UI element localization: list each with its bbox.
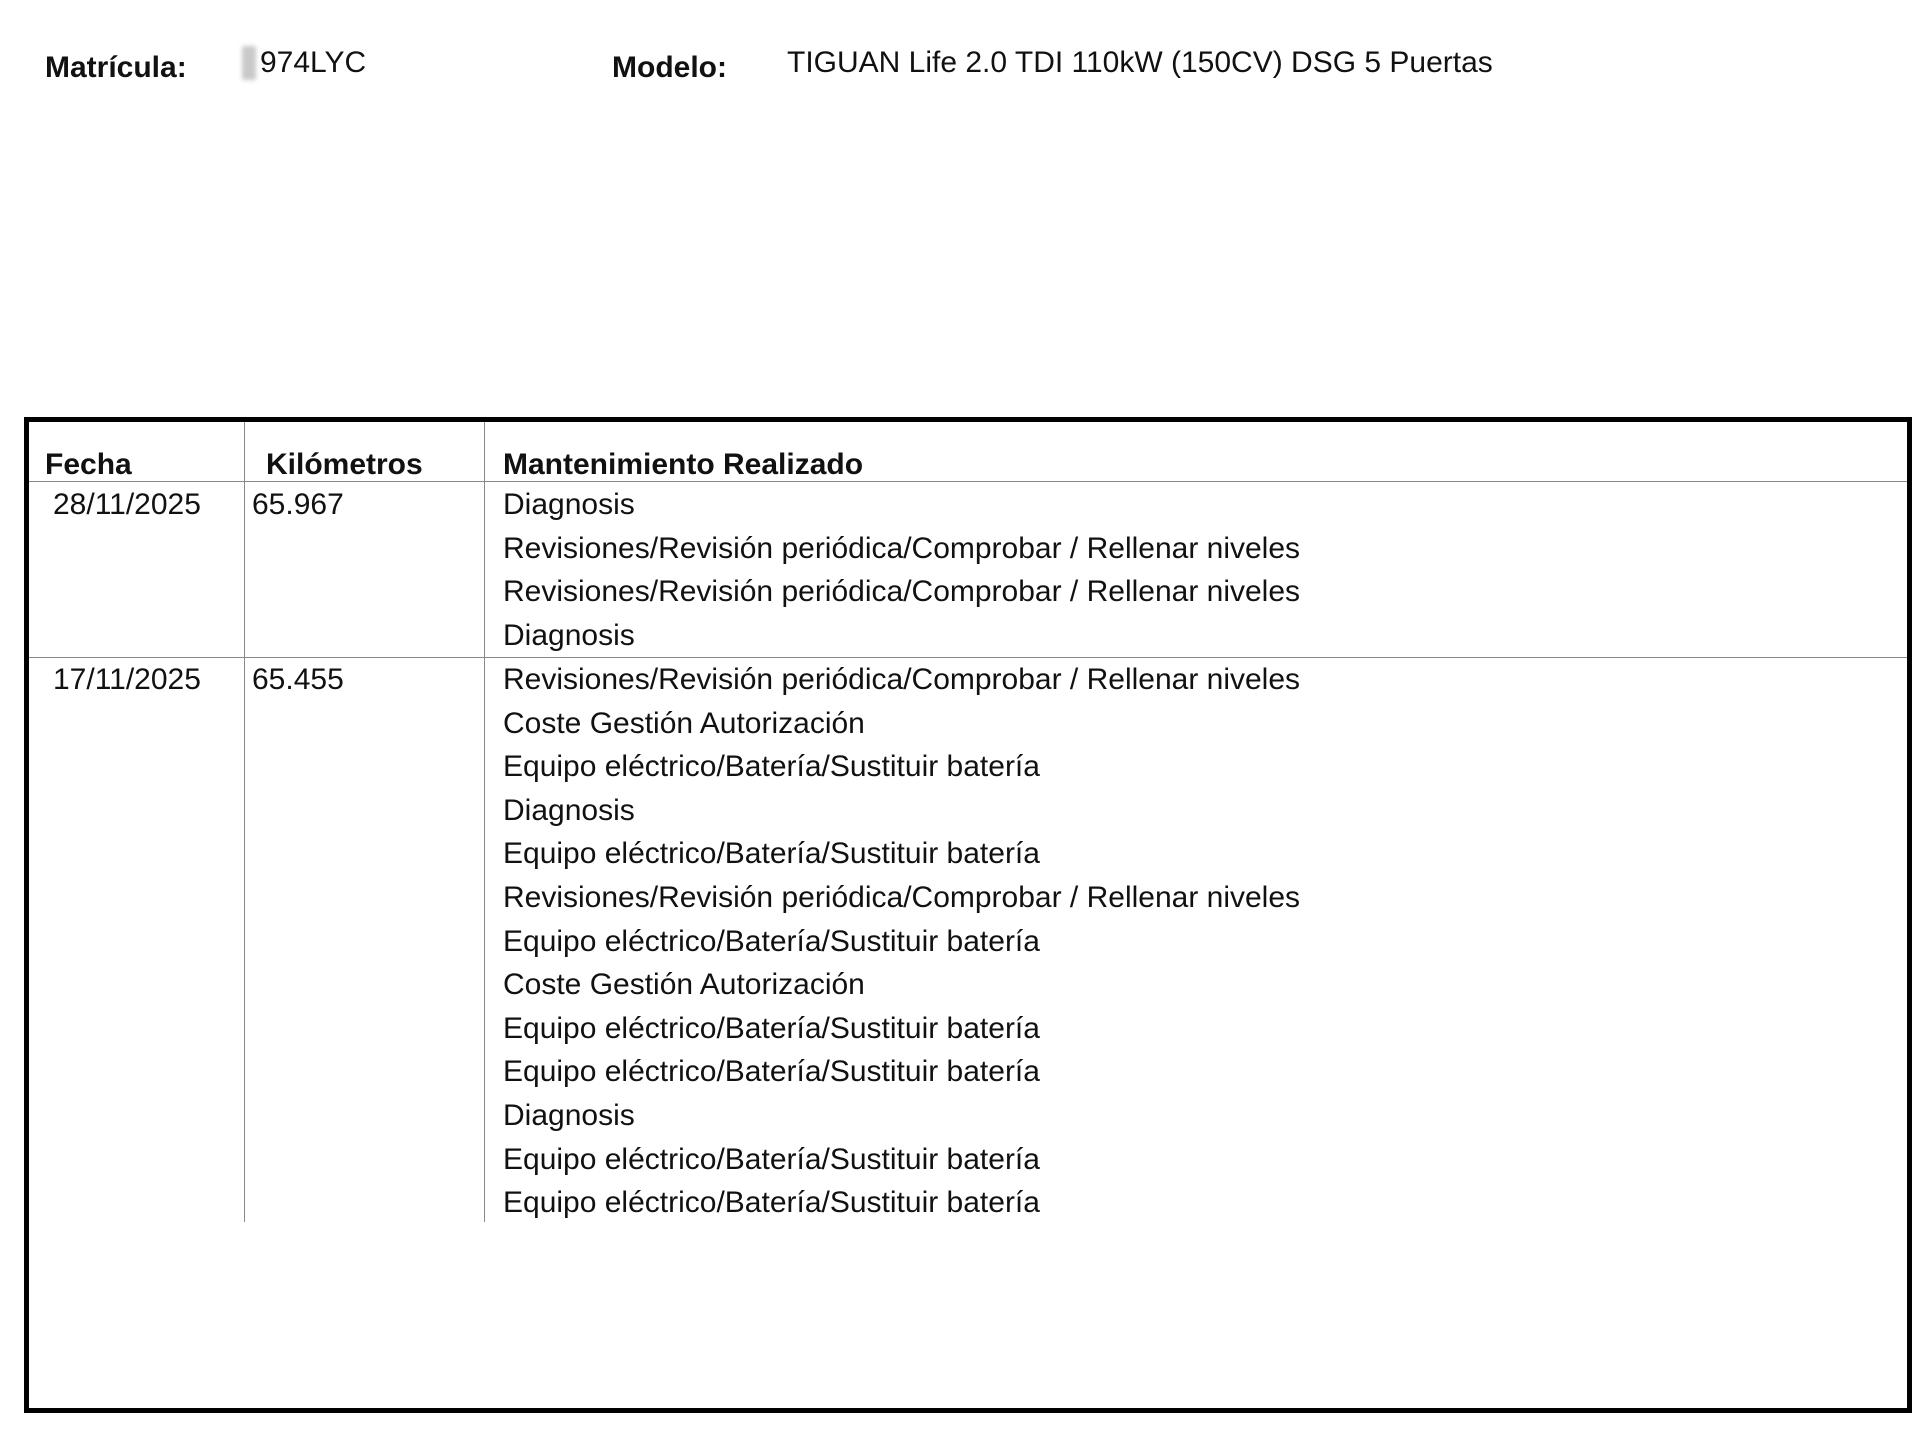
maintenance-item: Coste Gestión Autorización [503, 706, 865, 740]
row-items [503, 658, 1300, 1225]
plate-value-wrap [242, 45, 366, 81]
plate-value: 974LYC [260, 46, 367, 79]
maintenance-item: Equipo eléctrico/Batería/Sustituir batería [503, 924, 1040, 958]
column-divider [244, 422, 245, 1222]
maintenance-item: Equipo eléctrico/Batería/Sustituir batería [503, 750, 1040, 784]
maintenance-item: Equipo eléctrico/Batería/Sustituir batería [503, 1142, 1040, 1176]
maintenance-item: Equipo eléctrico/Batería/Sustituir batería [503, 1011, 1040, 1045]
maintenance-item: Revisiones/Revisión periódica/Comprobar / Rellenar niveles [503, 880, 1301, 914]
row-km: 65.455 [252, 663, 344, 696]
maintenance-item: Diagnosis [503, 793, 635, 827]
plate-label: Matrícula: [45, 51, 187, 84]
maintenance-item: Revisiones/Revisión periódica/Comprobar / Rellenar niveles [503, 575, 1301, 609]
maintenance-item: Revisiones/Revisión periódica/Comprobar / Rellenar niveles [503, 663, 1301, 696]
model-label: Modelo: [612, 51, 727, 84]
maintenance-item: Diagnosis [503, 618, 635, 652]
maintenance-table [24, 417, 1912, 1413]
column-header-maintenance: Mantenimiento Realizado [503, 448, 864, 481]
column-header-date: Fecha [45, 448, 132, 481]
maintenance-item: Equipo eléctrico/Batería/Sustituir batería [503, 1186, 1040, 1220]
row-items [503, 483, 1300, 657]
row-date: 17/11/2025 [53, 663, 201, 696]
model-value: TIGUAN Life 2.0 TDI 110kW (150CV) DSG 5 Puertas [787, 46, 1493, 79]
maintenance-item: Equipo eléctrico/Batería/Sustituir batería [503, 837, 1040, 871]
column-divider [484, 422, 485, 1222]
maintenance-item: Equipo eléctrico/Batería/Sustituir batería [503, 1055, 1040, 1089]
row-km: 65.967 [252, 488, 344, 521]
redaction-blur [242, 46, 256, 80]
maintenance-item: Diagnosis [503, 488, 635, 521]
row-date: 28/11/2025 [53, 488, 201, 521]
maintenance-item: Revisiones/Revisión periódica/Comprobar / Rellenar niveles [503, 531, 1301, 565]
column-header-km: Kilómetros [266, 448, 423, 481]
maintenance-item: Coste Gestión Autorización [503, 968, 865, 1002]
maintenance-item: Diagnosis [503, 1098, 635, 1132]
